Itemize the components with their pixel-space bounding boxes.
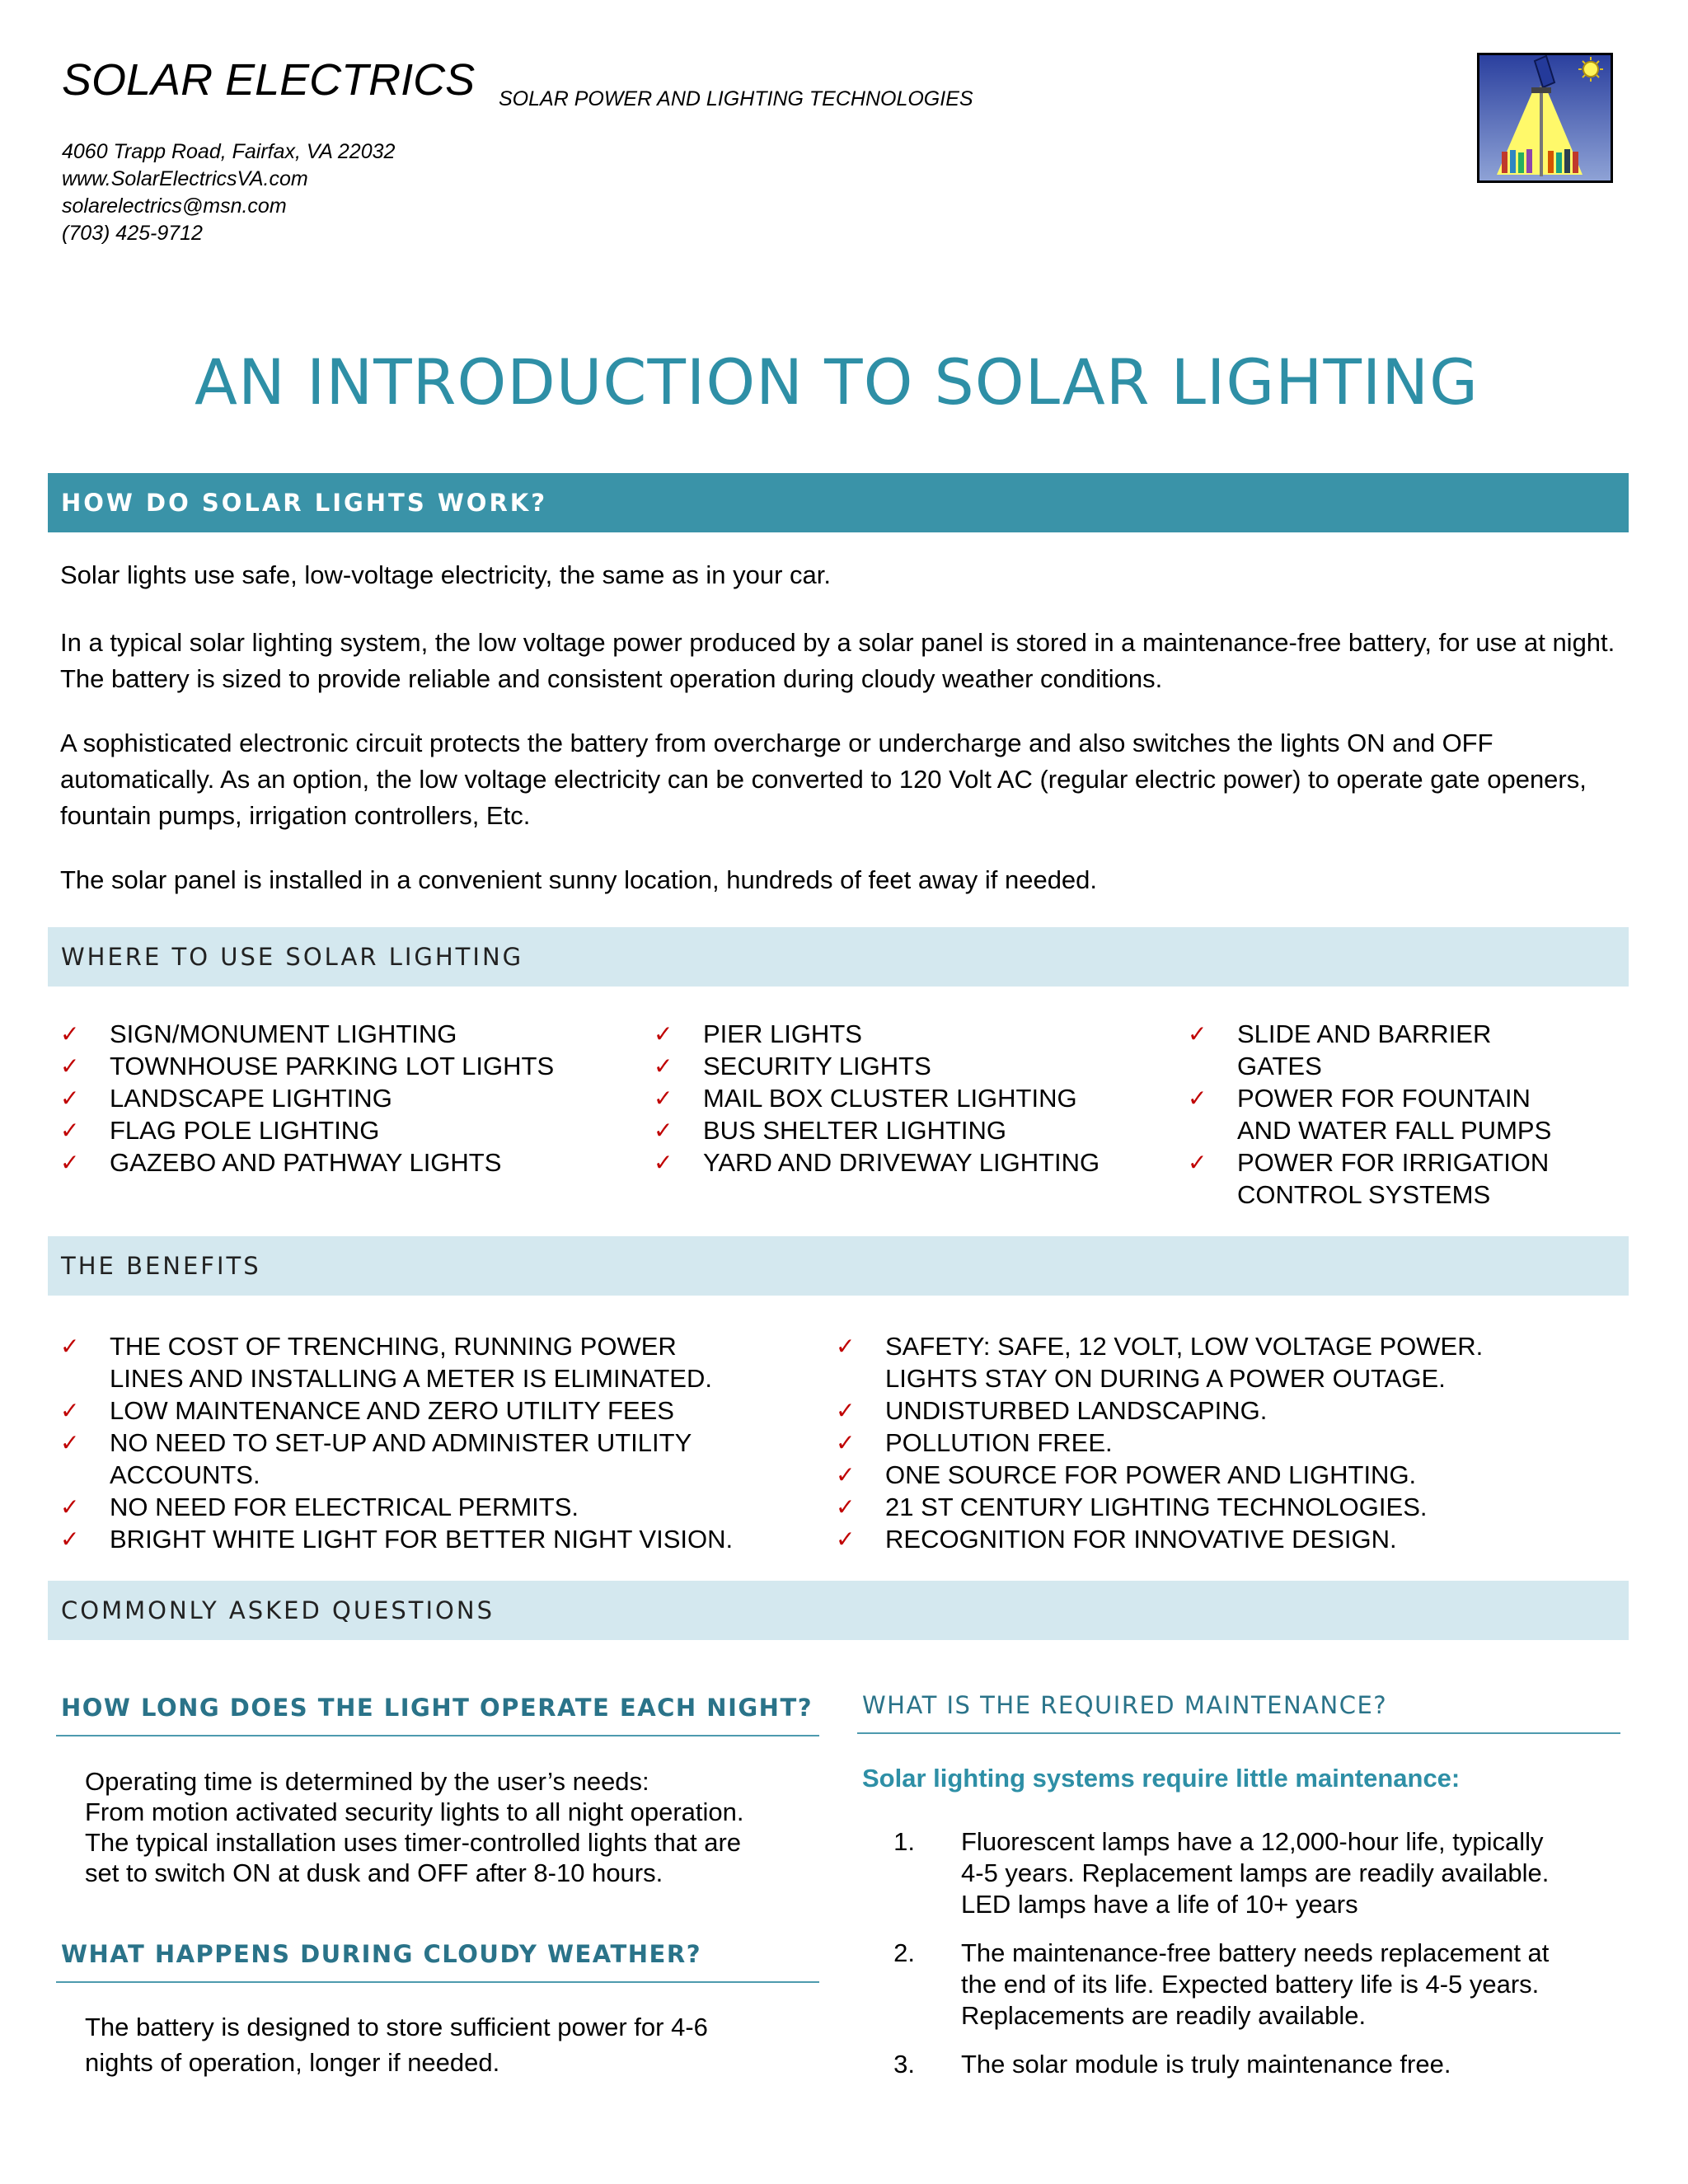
checkmark-icon: ✓ bbox=[1188, 1020, 1207, 1047]
paragraph-how-4: The solar panel is installed in a convenient sunny location, hundreds of feet away if needed. bbox=[60, 865, 1098, 894]
checkmark-icon: ✓ bbox=[60, 1429, 80, 1456]
list-item: ✓ TOWNHOUSE PARKING LOT LIGHTS bbox=[60, 1052, 555, 1080]
list-item: ✓ FLAG POLE LIGHTING bbox=[60, 1116, 380, 1145]
checkmark-icon: ✓ bbox=[60, 1020, 80, 1047]
list-item: ✓ NO NEED FOR ELECTRICAL PERMITS. bbox=[60, 1493, 579, 1521]
list-item: ✓ MAIL BOX CLUSTER LIGHTING bbox=[654, 1084, 1077, 1113]
checkmark-icon: ✓ bbox=[836, 1526, 856, 1553]
contact-address: 4060 Trapp Road, Fairfax, VA 22032 bbox=[62, 140, 396, 163]
list-item: ✓ ONE SOURCE FOR POWER AND LIGHTING. bbox=[836, 1460, 1417, 1489]
list-item: ✓ POWER FOR FOUNTAIN AND WATER FALL PUMPS bbox=[1188, 1084, 1552, 1145]
page-title: AN INTRODUCTION TO SOLAR LIGHTING bbox=[194, 345, 1479, 419]
company-tagline: SOLAR POWER AND LIGHTING TECHNOLOGIES bbox=[499, 87, 973, 110]
list-item: ✓ NO NEED TO SET-UP AND ADMINISTER UTILITY ACCOUNTS. bbox=[60, 1428, 692, 1489]
list-item: 1. Fluorescent lamps have a 12,000-hour life, typically 4-5 years. Replacement lamps are readily available. LED lamps have a life of 10+ years bbox=[893, 1827, 1550, 1919]
list-item: ✓ BUS SHELTER LIGHTING bbox=[654, 1116, 1007, 1145]
section-heading-faq: COMMONLY ASKED QUESTIONS bbox=[48, 1581, 1629, 1640]
maintenance-list bbox=[865, 1826, 1624, 2097]
list-item: ✓ PIER LIGHTS bbox=[654, 1019, 862, 1048]
checkmark-icon: ✓ bbox=[654, 1149, 673, 1176]
checkmark-icon: ✓ bbox=[836, 1461, 856, 1488]
checkmark-icon: ✓ bbox=[654, 1117, 673, 1144]
list-item: ✓ SECURITY LIGHTS bbox=[654, 1052, 931, 1080]
checkmark-icon: ✓ bbox=[60, 1117, 80, 1144]
checkmark-icon: ✓ bbox=[1188, 1085, 1207, 1112]
faq-answer-cloudy-weather: The battery is designed to store sufficient power for 4-6 nights of operation, longer if needed. bbox=[85, 2013, 708, 2077]
solar-streetlight-logo-icon bbox=[1477, 53, 1613, 183]
benefits-list-col2 bbox=[836, 1330, 1627, 1555]
checkmark-icon: ✓ bbox=[60, 1397, 80, 1424]
list-item: ✓ SLIDE AND BARRIER GATES bbox=[1188, 1019, 1492, 1080]
list-item: ✓ UNDISTURBED LANDSCAPING. bbox=[836, 1396, 1268, 1425]
paragraph-how-3: A sophisticated electronic circuit protects the battery from overcharge or undercharge and also switches the lights ON and OFF automatically. As an option, the low voltage electricity can be converted to 120 Volt AC (regular electric power) to operate gate openers, fountain pumps, irrigation controllers, Etc. bbox=[60, 729, 1587, 830]
checkmark-icon: ✓ bbox=[836, 1333, 856, 1360]
list-item: ✓ LANDSCAPE LIGHTING bbox=[60, 1084, 392, 1113]
section-heading-benefits: THE BENEFITS bbox=[48, 1236, 1629, 1296]
checkmark-icon: ✓ bbox=[654, 1020, 673, 1047]
list-item: 2. The maintenance-free battery needs replacement at the end of its life. Expected battery life is 4-5 years. Replacements are readily available. bbox=[893, 1938, 1550, 2030]
checkmark-icon: ✓ bbox=[836, 1397, 856, 1424]
checkmark-icon: ✓ bbox=[60, 1493, 80, 1521]
where-list-col3 bbox=[1188, 1018, 1625, 1211]
faq-question-cloudy-weather: WHAT HAPPENS DURING CLOUDY WEATHER? bbox=[61, 1940, 702, 1968]
list-item: ✓ GAZEBO AND PATHWAY LIGHTS bbox=[60, 1148, 502, 1177]
checkmark-icon: ✓ bbox=[60, 1085, 80, 1112]
list-item: ✓ LOW MAINTENANCE AND ZERO UTILITY FEES bbox=[60, 1396, 674, 1425]
list-item: ✓ BRIGHT WHITE LIGHT FOR BETTER NIGHT VISION. bbox=[60, 1525, 734, 1554]
section-heading-how: HOW DO SOLAR LIGHTS WORK? bbox=[48, 473, 1629, 532]
contact-website[interactable]: www.SolarElectricsVA.com bbox=[62, 167, 308, 190]
contact-email[interactable]: solarelectrics@msn.com bbox=[62, 194, 287, 218]
where-list-col1 bbox=[60, 1018, 637, 1179]
checkmark-icon: ✓ bbox=[60, 1052, 80, 1080]
faq-question-operating-time: HOW LONG DOES THE LIGHT OPERATE EACH NIGHT? bbox=[61, 1694, 814, 1722]
checkmark-icon: ✓ bbox=[654, 1085, 673, 1112]
list-item: ✓ 21 ST CENTURY LIGHTING TECHNOLOGIES. bbox=[836, 1493, 1428, 1521]
contact-block bbox=[62, 138, 395, 247]
checkmark-icon: ✓ bbox=[836, 1429, 856, 1456]
checkmark-icon: ✓ bbox=[60, 1333, 80, 1360]
faq-answer-operating-time: Operating time is determined by the user’s needs: From motion activated security lights to all night operation. The typical installation uses timer-controlled lights that are set to switch ON at dusk and OFF after 8-10 hours. bbox=[85, 1767, 744, 1887]
maintenance-lead-text: Solar lighting systems require little maintenance: bbox=[862, 1764, 1461, 1793]
paragraph-how-1: Solar lights use safe, low-voltage electricity, the same as in your car. bbox=[60, 560, 832, 589]
company-name: SOLAR ELECTRICS bbox=[62, 55, 476, 105]
faq-divider bbox=[857, 1732, 1620, 1734]
contact-phone: (703) 425-9712 bbox=[62, 222, 203, 245]
checkmark-icon: ✓ bbox=[836, 1493, 856, 1521]
paragraph-how-2: In a typical solar lighting system, the low voltage power produced by a solar panel is stored in a maintenance-free battery, for use at night. The battery is sized to provide reliable and consistent operation during cloudy weather conditions. bbox=[60, 628, 1615, 693]
list-item: ✓ RECOGNITION FOR INNOVATIVE DESIGN. bbox=[836, 1525, 1397, 1554]
benefits-list-col1 bbox=[60, 1330, 835, 1555]
list-item: ✓ POWER FOR IRRIGATION CONTROL SYSTEMS bbox=[1188, 1148, 1550, 1209]
list-item: ✓ YARD AND DRIVEWAY LIGHTING bbox=[654, 1148, 1100, 1177]
list-item: 3. The solar module is truly maintenance free. bbox=[893, 2050, 1451, 2079]
list-item: ✓ SAFETY: SAFE, 12 VOLT, LOW VOLTAGE POWER. LIGHTS STAY ON DURING A POWER OUTAGE. bbox=[836, 1332, 1484, 1393]
checkmark-icon: ✓ bbox=[654, 1052, 673, 1080]
faq-divider bbox=[56, 1981, 819, 1983]
faq-divider bbox=[56, 1735, 819, 1736]
list-item: ✓ THE COST OF TRENCHING, RUNNING POWER LINES AND INSTALLING A METER IS ELIMINATED. bbox=[60, 1332, 712, 1393]
checkmark-icon: ✓ bbox=[60, 1526, 80, 1553]
section-heading-where: WHERE TO USE SOLAR LIGHTING bbox=[48, 927, 1629, 987]
where-list-col2 bbox=[654, 1018, 1181, 1179]
checkmark-icon: ✓ bbox=[1188, 1149, 1207, 1176]
list-item: ✓ POLLUTION FREE. bbox=[836, 1428, 1113, 1457]
faq-question-maintenance: WHAT IS THE REQUIRED MAINTENANCE? bbox=[862, 1691, 1388, 1719]
checkmark-icon: ✓ bbox=[60, 1149, 80, 1176]
list-item: ✓ SIGN/MONUMENT LIGHTING bbox=[60, 1019, 457, 1048]
